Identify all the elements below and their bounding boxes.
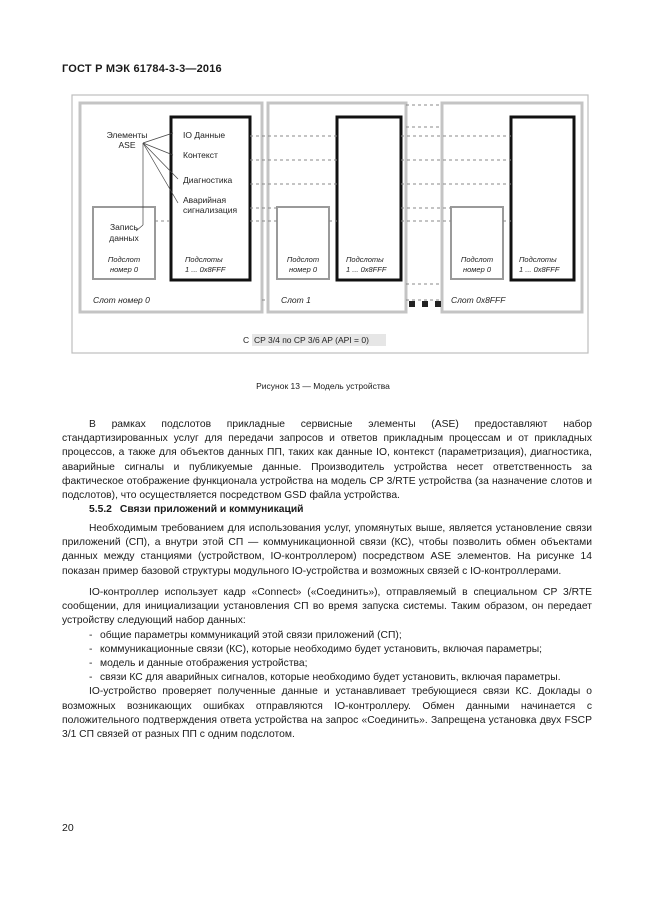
section-number: 5.5.2 (89, 504, 112, 515)
slot0-item-io: IO Данные (183, 130, 226, 140)
device-model-figure (0, 0, 646, 400)
section-title: Связи приложений и коммуникаций (119, 504, 304, 515)
continuation-dot (435, 301, 441, 307)
subslots-range-label: Подслоты 1 ... 0x8FFF (346, 255, 387, 274)
subslot-number-label: Подслот номер 0 (286, 255, 320, 274)
paragraph-text: IO-устройство проверяет полученные данные и устанавливает требующиеся связи КС. Доклады о возможных возникающих ошибках отправляются IO-контроллеру. Обмен данными начинается с положительного подтверждения ответа устройства на запрос «Соединить». Запрещена установка двух FSCP 3/1 СП связей от разных ПП с одним подслотом. (62, 686, 592, 741)
subslot-number-label: Подслот номер 0 (460, 255, 494, 274)
document-header: ГОСТ Р МЭК 61784-3-3—2016 (62, 63, 222, 75)
slot0-item-diag: Диагностика (183, 175, 233, 185)
list-item: - модель и данные отображения устройства; (89, 658, 308, 670)
paragraph-text: В рамках подслотов прикладные сервисные элементы (ASE) предоставляют набор стандартизированных услуг для передачи запросов и ответов прикладным процессам и от прикладных процессов, а также для объектов данных ПП, таких как данные IO, контекст (параметризация), диагностика, аварийные сигналы и публикуемые данные. Производитель устройства несет ответственность за фактическое отображение функционала устройства на модель CP 3/RTE устройства (за назначение слотов и подслотов), что осуществляется посредством GSD файла устройства. (62, 419, 592, 502)
slot0-item-alarm: Аварийная сигнализация (183, 195, 238, 215)
data-set-list (62, 629, 592, 686)
ap-label: CP 3/4 по CP 3/6 AP (API = 0) (254, 335, 369, 345)
page-number: 20 (62, 822, 74, 834)
section-heading (89, 504, 304, 515)
ase-elements-label: Элементы ASE (106, 130, 148, 150)
list-item: - общие параметры коммуникаций этой связи приложений (СП); (89, 629, 402, 641)
figure-caption: Рисунок 13 — Модель устройства (256, 381, 390, 391)
subslots-range-label: Подслоты 1 ... 0x8FFF (519, 255, 560, 274)
paragraph-text: Необходимым требованием для использования услуг, упомянутых выше, является установление связи приложений (СП), а внутри этой СП — коммуникационной связи (КС), чтобы позволить обмен объектами данных между станциями (устройством, IO-контроллером) посредством ASE элементов. На рисунке 14 показан пример базовой структуры модульного IO-устройства и возможных связей с IO-контроллерами. (62, 523, 592, 577)
data-record-label: Запись данных (109, 222, 139, 243)
ap-prefix: C (243, 335, 250, 345)
list-item: - коммуникационные связи (КС), которые необходимо будет установить, включая параметры; (89, 643, 542, 655)
paragraph-requirement (62, 522, 592, 579)
paragraph-ase (62, 418, 592, 503)
slot-last-label: Слот 0x8FFF (451, 295, 506, 305)
subslot-number-label: Подслот номер 0 (107, 255, 141, 274)
paragraph-connect (62, 586, 592, 742)
paragraph-text: IO-контроллер использует кадр «Connect» («Соединить»), отправляемый в специальном CP 3/RTE сообщении, для инициализации установления СП во время запуска системы. Таким образом, он передает устройству следующий набор данных: (62, 587, 592, 627)
slot1-label: Слот 1 (281, 295, 311, 305)
subslots-range-label: Подслоты 1 ... 0x8FFF (185, 255, 226, 274)
device-model-diagram (0, 0, 646, 400)
slot0-label: Слот номер 0 (93, 295, 150, 305)
slot0-item-context: Контекст (183, 150, 218, 160)
continuation-dot (409, 301, 415, 307)
continuation-dot (422, 301, 428, 307)
list-item: - связи КС для аварийных сигналов, которые необходимо будет установить, включая параметры. (89, 672, 561, 684)
